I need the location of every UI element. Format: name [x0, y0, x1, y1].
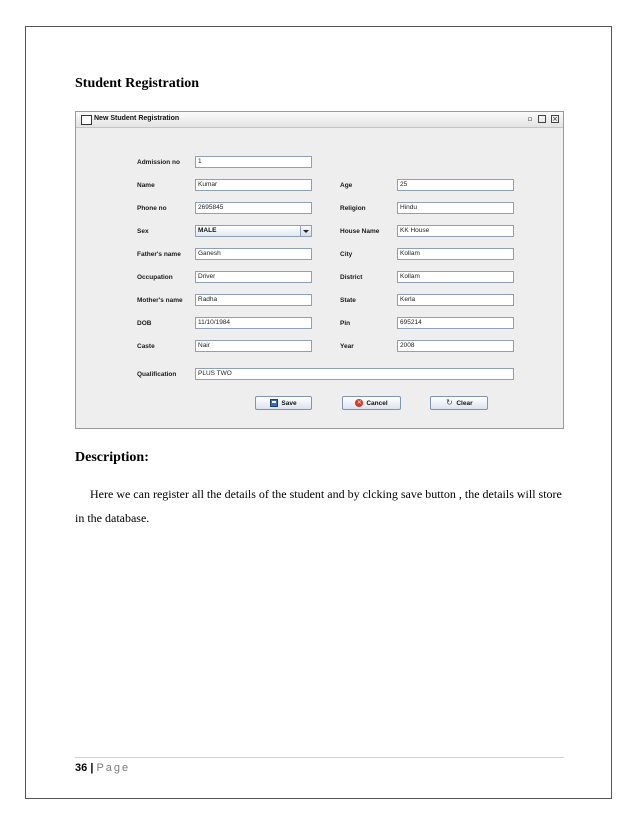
year-label: Year: [340, 343, 354, 350]
name-field[interactable]: Kumar: [195, 179, 312, 191]
house-name-label: House Name: [340, 228, 380, 235]
caste-field[interactable]: Nair: [195, 340, 312, 352]
close-icon[interactable]: ×: [552, 115, 558, 123]
qualification-field[interactable]: PLUS TWO: [195, 368, 514, 380]
maximize-icon[interactable]: [538, 115, 546, 123]
clear-icon: ↻: [446, 398, 453, 407]
registration-window: [75, 111, 564, 429]
page-footer: [75, 762, 130, 774]
pin-field[interactable]: 695214: [397, 317, 514, 329]
page-number: 36: [75, 762, 88, 774]
cancel-button[interactable]: [342, 396, 401, 410]
qualification-label: Qualification: [137, 371, 177, 378]
district-label: District: [340, 274, 363, 281]
phone-label: Phone no: [137, 205, 167, 212]
age-field[interactable]: 25: [397, 179, 514, 191]
dob-label: DOB: [137, 320, 152, 327]
religion-label: Religion: [340, 205, 366, 212]
district-field[interactable]: Kollam: [397, 271, 514, 283]
sex-select[interactable]: [195, 225, 312, 237]
window-icon: [81, 115, 92, 125]
mother-name-label: Mother's name: [137, 297, 183, 304]
save-button-label: Save: [281, 399, 297, 407]
clear-button[interactable]: [430, 396, 488, 410]
description-title: Description:: [75, 450, 149, 465]
footer-separator: |: [90, 762, 94, 774]
save-button[interactable]: [255, 396, 312, 410]
description-text: Here we can register all the details of the student and by clcking save button , the details will store in the database.: [75, 487, 562, 525]
dob-field[interactable]: 11/10/1984: [195, 317, 312, 329]
page-word: Page: [96, 762, 131, 774]
clear-button-label: Clear: [456, 399, 473, 407]
year-field[interactable]: 2008: [397, 340, 514, 352]
occupation-label: Occupation: [137, 274, 173, 281]
name-label: Name: [137, 182, 155, 189]
city-label: City: [340, 251, 353, 258]
age-label: Age: [340, 182, 353, 189]
occupation-field[interactable]: Driver: [195, 271, 312, 283]
footer-rule: [75, 757, 564, 758]
state-label: State: [340, 297, 356, 304]
phone-field[interactable]: 2695845: [195, 202, 312, 214]
caste-label: Caste: [137, 343, 155, 350]
admission-no-label: Admission no: [137, 159, 180, 166]
father-name-label: Father's name: [137, 251, 181, 258]
pin-label: Pin: [340, 320, 351, 327]
state-field[interactable]: Kerla: [397, 294, 514, 306]
window-title: New Student Registration: [94, 115, 180, 122]
window-titlebar[interactable]: [76, 112, 563, 128]
house-name-field[interactable]: KK House: [397, 225, 514, 237]
father-name-field[interactable]: Ganesh: [195, 248, 312, 260]
admission-no-field[interactable]: 1: [195, 156, 312, 168]
religion-field[interactable]: Hindu: [397, 202, 514, 214]
mother-name-field[interactable]: Radha: [195, 294, 312, 306]
chevron-down-icon[interactable]: [300, 226, 311, 236]
cancel-icon: ×: [356, 399, 362, 406]
sex-selected-value: MALE: [198, 227, 217, 234]
cancel-button-label: Cancel: [366, 399, 388, 407]
city-field[interactable]: Kollam: [397, 248, 514, 260]
page-heading: Student Registration: [75, 76, 200, 91]
sex-label: Sex: [137, 228, 149, 235]
restore-icon[interactable]: ▫: [527, 115, 533, 123]
save-icon: [270, 399, 278, 407]
